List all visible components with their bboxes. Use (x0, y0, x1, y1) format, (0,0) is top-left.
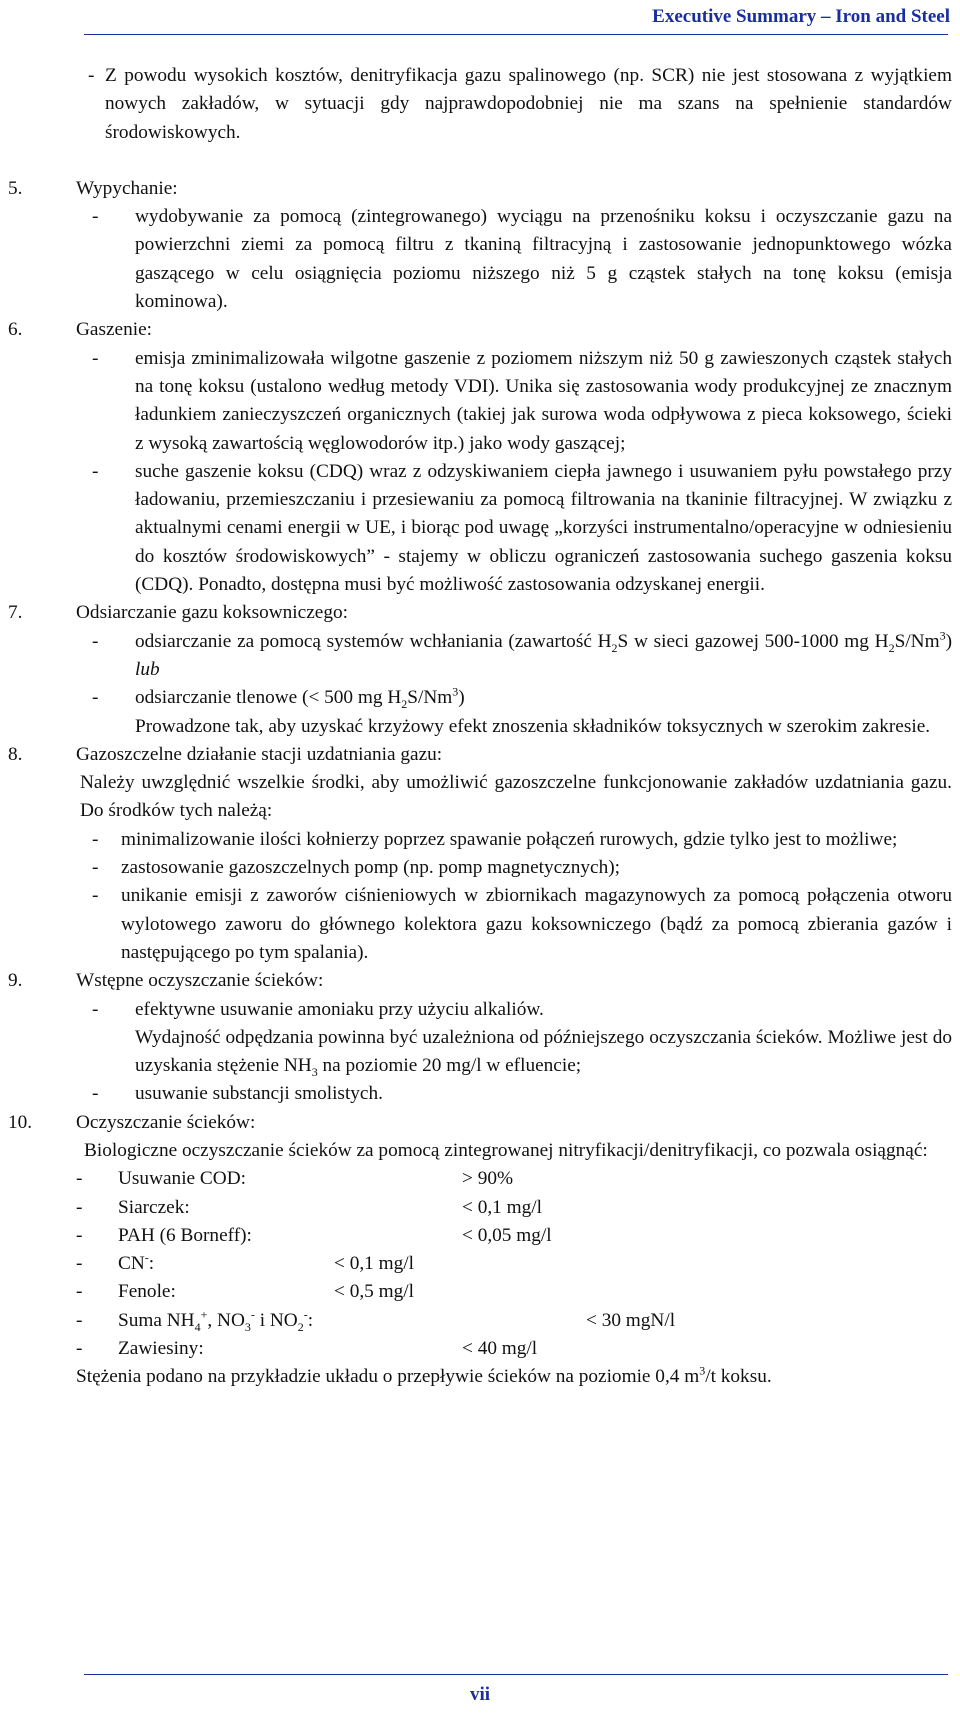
superscript: 3 (699, 1363, 706, 1378)
section-7 (4, 599, 952, 627)
bullet-text: usuwanie substancji smolistych. (135, 1083, 383, 1105)
bullet-dash: - (76, 1224, 83, 1246)
bullet-text: suche gaszenie koksu (CDQ) wraz z odzyskiwaniem ciepła jawnego i usuwaniem pyłu powstałego przy ładowaniu, przemieszczaniu i przesiewaniu za pomocą filtrowania na tkaninie filtracyjnej. W związku z aktualnymi cenami energii w UE, i biorąc pod uwagę „korzyści instrumentalno/operacyjne w odniesieniu do kosztów środowiskowych” - stajemy w obliczu ograniczeń zastosowania suchego gaszenia koksu (CDQ). Ponadto, dostępna musi być możliwość zastosowania odzyskanej energii. (135, 460, 952, 596)
limit-label: Zawiesiny: (118, 1338, 204, 1360)
superscript: 3 (939, 628, 946, 643)
label-text: i NO (254, 1309, 298, 1331)
section-6 (4, 316, 952, 344)
section-title: Wypychanie: (76, 177, 178, 199)
limit-value: < 30 mgN/l (586, 1309, 676, 1331)
limit-label: PAH (6 Borneff): (118, 1224, 252, 1246)
bullet-dash: - (92, 1083, 99, 1105)
bullet-dash: - (92, 687, 99, 709)
bullet-dash: - (92, 998, 99, 1020)
bullet-dash: - (92, 347, 99, 369)
closing-text-b: /t koksu. (705, 1366, 772, 1388)
subscript: 4 (194, 1319, 201, 1334)
limit-row (4, 1335, 952, 1363)
subscript: 2 (888, 640, 895, 655)
section-6-bullet-1 (4, 345, 952, 458)
limit-row (4, 1194, 952, 1222)
bullet-dash: - (76, 1281, 83, 1303)
closing-paragraph (4, 1363, 952, 1391)
bullet-text-a: odsiarczanie za pomocą systemów wchłaniania (zawartość H (135, 630, 612, 652)
footer-rule (84, 1674, 948, 1675)
section-5 (4, 175, 952, 203)
section-title: Oczyszczanie ścieków: (76, 1111, 256, 1133)
section-number: 7. (8, 602, 23, 624)
subscript: 3 (311, 1064, 318, 1079)
bullet-text-c: ) (458, 687, 465, 709)
bullet-dash: - (92, 460, 99, 482)
bullet-dash: - (76, 1253, 83, 1275)
section-10-paragraph: Biologiczne oczyszczanie ścieków za pomocą zintegrowanej nitryfikacji/denitryfikacji, co pozwala osiągnąć: (84, 1139, 928, 1161)
superscript: - (144, 1250, 149, 1265)
subscript: 2 (611, 640, 618, 655)
section-8-bullet-3 (4, 882, 952, 967)
section-title: Gazoszczelne działanie stacji uzdatniania gazu: (76, 743, 443, 765)
superscript: 3 (452, 684, 459, 699)
intro-text: Z powodu wysokich kosztów, denitryfikacja gazu spalinowego (np. SCR) nie jest stosowana z wyjątkiem nowych zakładów, w sytuacji gdy najprawdopodobniej nie ma szans na spełnienie standardów środowiskowych. (105, 65, 952, 143)
bullet-text: efektywne usuwanie amoniaku przy użyciu alkaliów. (135, 998, 544, 1020)
bullet-text: wydobywanie za pomocą (zintegrowanego) wyciągu na przenośniku koksu i oczyszczanie gazu na powierzchni ziemi za pomocą filtru z tkaniną filtracyjną i zastosowanie jednopunktowego wózka gaszącego w celu osiągnięcia poziomu niższego niż 5 g cząstek stałych na tonę koksu (emisja kominowa). (135, 206, 952, 313)
lub-italic: lub (135, 658, 160, 680)
limit-label: Siarczek: (118, 1196, 190, 1218)
limit-label: Fenole: (118, 1281, 176, 1303)
subscript: 3 (244, 1319, 251, 1334)
section-title: Wstępne oczyszczanie ścieków: (76, 970, 324, 992)
limit-label: Usuwanie COD: (118, 1168, 246, 1190)
subscript: 2 (297, 1319, 304, 1334)
running-header: Executive Summary – Iron and Steel (652, 6, 950, 27)
bullet-text: zastosowanie gazoszczelnych pomp (np. pomp magnetycznych); (121, 857, 620, 879)
bullet-text: minimalizowanie ilości kołnierzy poprzez spawanie połączeń rurowych, gdzie tylko jest to możliwe; (121, 828, 898, 850)
section-9-bullet-1 (4, 996, 952, 1024)
header-rule (84, 34, 948, 35)
bullet-dash: - (76, 1168, 83, 1190)
bullet-dash: - (92, 206, 99, 228)
limit-value: > 90% (462, 1168, 514, 1190)
section-8-paragraph: Należy uwzględnić wszelkie środki, aby umożliwić gazoszczelne funkcjonowanie zakładów uzdatniania gazu. Do środków tych należą: (80, 772, 952, 822)
bullet-text-d: ) (945, 630, 953, 652)
bullet-text-a: odsiarczanie tlenowe (< 500 mg H (135, 687, 402, 709)
bullet-dash: - (92, 630, 99, 652)
section-7-bullet-1 (4, 628, 952, 685)
bullet-dash: - (76, 1196, 83, 1218)
label-text: , NO (207, 1309, 245, 1331)
section-number: 5. (8, 177, 23, 199)
limit-row (4, 1278, 952, 1306)
limit-value: < 40 mg/l (462, 1338, 538, 1360)
label-text: : (148, 1253, 155, 1275)
limit-value: < 0,5 mg/l (334, 1281, 414, 1303)
label-text: Suma NH (118, 1309, 195, 1331)
bullet-dash: - (76, 1338, 83, 1360)
bullet-text: unikanie emisji z zaworów ciśnieniowych w zbiornikach magazynowych za pomocą połączenia otworu wylotowego zaworu do głównego kolektora gazu koksowniczego (bądź za pomocą zbierania gazów i następującego po tym spalania). (121, 885, 952, 963)
section-number: 6. (8, 319, 23, 341)
bullet-dash: - (88, 65, 95, 86)
bullet-text: emisja zminimalizowała wilgotne gaszenie z poziomem niższym niż 50 g zawieszonych cząstek stałych na tonę koksu (ustalono według metody VDI). Unika się zastosowania wody produkcyjnej ze znacznym ładunkiem zanieczyszczeń organicznych (takiej jak surowa woda odpływowa z pieca koksowego, ścieki z wysoką zawartością węglowodorów itp.) jako wody gaszącej; (135, 347, 952, 454)
limit-row (4, 1222, 952, 1250)
bullet-text-c: S/Nm (894, 630, 940, 652)
section-9 (4, 967, 952, 995)
section-number: 10. (8, 1111, 33, 1133)
limit-value: < 0,1 mg/l (462, 1196, 542, 1218)
bullet-dash: - (92, 885, 99, 907)
section-title: Gaszenie: (76, 319, 153, 341)
subscript: 2 (401, 697, 408, 712)
label-text: : (307, 1309, 314, 1331)
limit-row (4, 1165, 952, 1193)
section-title: Odsiarczanie gazu koksowniczego: (76, 602, 348, 624)
bullet-dash: - (92, 828, 99, 850)
page-number: vii (469, 1684, 491, 1705)
limit-row (4, 1307, 952, 1335)
section-8-bullet-1 (4, 826, 952, 854)
bullet-text-b: S w sieci gazowej 500-1000 mg H (617, 630, 889, 652)
section-10 (4, 1109, 952, 1137)
continuation-text-b: na poziomie 20 mg/l w efluencie; (317, 1055, 582, 1077)
section-9-continuation (4, 1024, 952, 1081)
section-number: 8. (8, 743, 23, 765)
section-9-bullet-2 (4, 1080, 952, 1108)
superscript: - (303, 1307, 308, 1322)
limit-label (118, 1307, 313, 1335)
label-text: CN (118, 1253, 145, 1275)
superscript: + (200, 1307, 208, 1322)
spacer (4, 147, 952, 175)
section-7-continuation: Prowadzone tak, aby uzyskać krzyżowy efekt znoszenia składników toksycznych w szerokim zakresie. (135, 715, 931, 737)
intro-bullet (4, 62, 952, 147)
section-number: 9. (8, 970, 23, 992)
bullet-dash: - (92, 857, 99, 879)
limit-value: < 0,05 mg/l (462, 1224, 552, 1246)
bullet-dash: - (76, 1309, 83, 1331)
limit-label (118, 1250, 154, 1278)
document-body (4, 62, 952, 1392)
section-7-bullet-2 (4, 684, 952, 712)
section-6-bullet-2 (4, 458, 952, 599)
limit-row (4, 1250, 952, 1278)
section-5-bullet-1 (4, 203, 952, 316)
closing-text-a: Stężenia podano na przykładzie układu o przepływie ścieków na poziomie 0,4 m (76, 1366, 700, 1388)
section-8-bullet-2 (4, 854, 952, 882)
continuation-text-a: Wydajność odpędzania powinna być uzależniona od późniejszego oczyszczania ścieków. Możliwe jest do uzyskania stężenie NH (135, 1026, 952, 1077)
bullet-text-b: S/Nm (407, 687, 453, 709)
superscript: - (250, 1307, 255, 1322)
section-8 (4, 741, 952, 769)
limit-value: < 0,1 mg/l (334, 1253, 414, 1275)
